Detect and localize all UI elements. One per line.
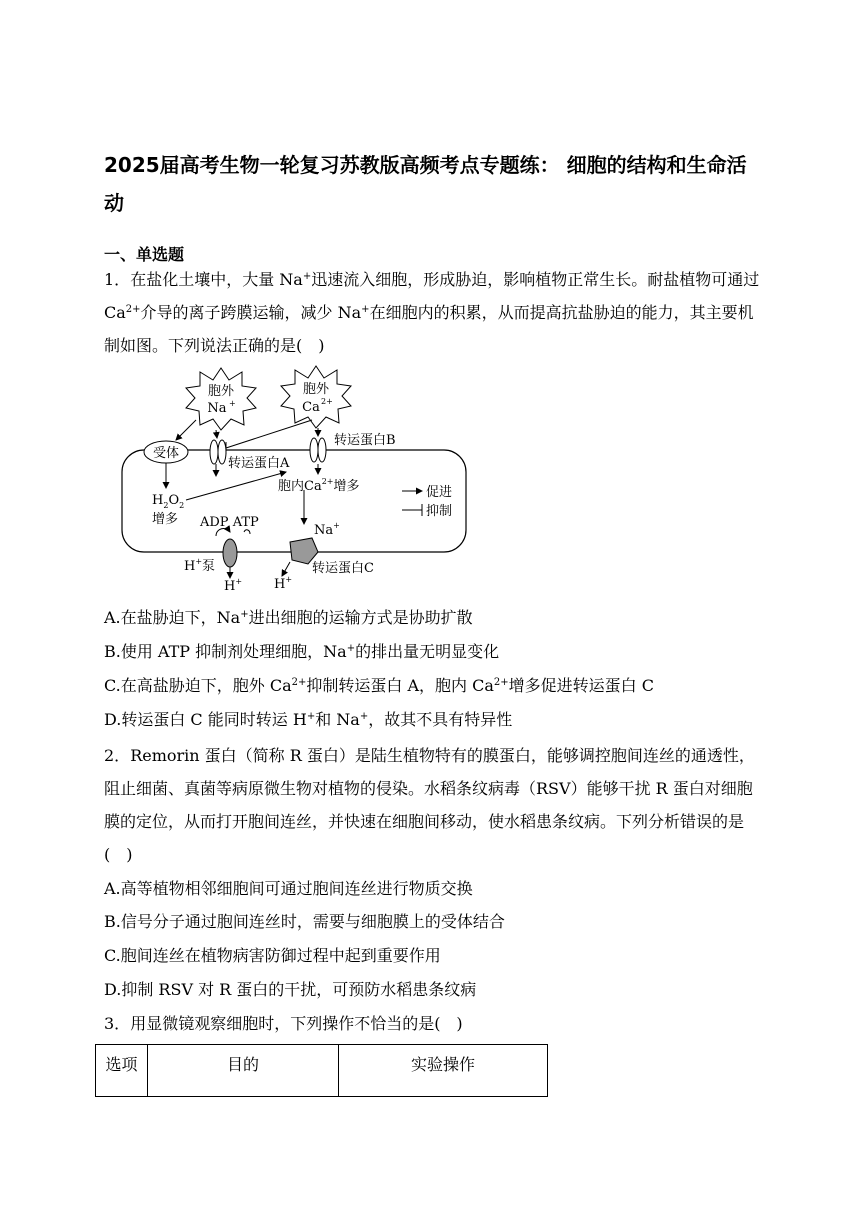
label-transporter-b: 转运蛋白B bbox=[334, 433, 396, 448]
transporter-a-channel bbox=[210, 440, 226, 464]
label-na-inner: Na+ bbox=[314, 521, 340, 538]
question-3-table bbox=[95, 1044, 548, 1097]
ion-transport-diagram bbox=[104, 364, 484, 596]
document-title: 2025届高考生物一轮复习苏教版高频考点专题练： 细胞的结构和生命活动 bbox=[104, 153, 747, 215]
table-header-row bbox=[96, 1045, 548, 1097]
question-number: 3． bbox=[104, 1014, 131, 1033]
question-2-stem: 2．Remorin 蛋白（简称 R 蛋白）是陆生植物特有的膜蛋白，能够调控胞间连丝的通透性，阻止细菌、真菌等病原微生物对植物的侵染。水稻条纹病毒（RSV）能够干扰 R 蛋白对细胞膜的定位，从而打开胞间连丝，并快速在细胞间移动，使水稻患条纹病。下列分析错误的是( ) bbox=[104, 746, 755, 864]
label-receptor: 受体 bbox=[152, 446, 180, 461]
question-1-option-c: C.在高盐胁迫下，胞外 $Ca^{2+}$抑制转运蛋白 A，胞内 $Ca^{2+}$增多促进转运蛋白 C bbox=[104, 676, 654, 695]
question-2-option-a: A.高等植物相邻细胞间可通过胞间连丝进行物质交换 bbox=[104, 879, 473, 898]
label-extracellular: 胞外 bbox=[207, 384, 235, 399]
label-h-out: H+ bbox=[224, 577, 243, 594]
question-number: 2． bbox=[104, 746, 131, 765]
h-pump-shape bbox=[223, 539, 237, 567]
question-1-stem: 1．在盐化土壤中，大量 Na+迅速流入细胞，形成胁迫，影响植物正常生长。耐盐植物可通过 $Ca^{2+}$介导的离子跨膜运输，减少 Na+在细胞内的积累，从而提高抗盐胁迫的能力，其主要机制如图。下列说法正确的是( ) bbox=[104, 270, 760, 355]
label-extracellular: 胞外 bbox=[302, 382, 330, 397]
transporter-b-channel bbox=[310, 438, 326, 462]
question-2-option-d: D.抑制 RSV 对 R 蛋白的干扰，可预防水稻患条纹病 bbox=[104, 980, 477, 999]
legend-promote: 促进 bbox=[426, 485, 453, 500]
extracellular-na-burst bbox=[186, 368, 256, 430]
label-h-pump: H+泵 bbox=[184, 557, 216, 574]
question-2-option-b: B.信号分子通过胞间连丝时，需要与细胞膜上的受体结合 bbox=[104, 912, 505, 931]
question-1-option-a: A.在盐胁迫下，Na+进出细胞的运输方式是协助扩散 bbox=[104, 608, 473, 627]
table-header-cell: 实验操作 bbox=[339, 1045, 548, 1097]
section-heading: 一、单选题 bbox=[104, 245, 185, 264]
extracellular-ca-burst bbox=[281, 366, 351, 428]
label-transporter-a: 转运蛋白A bbox=[228, 456, 290, 471]
question-number: 1． bbox=[104, 270, 131, 289]
question-1-option-d: D.转运蛋白 C 能同时转运 H+和 Na+，故其不具有特异性 bbox=[104, 710, 513, 729]
legend-inhibit: 抑制 bbox=[426, 504, 453, 519]
table-header-cell: 选项 bbox=[96, 1045, 148, 1097]
table-header-cell: 目的 bbox=[148, 1045, 339, 1097]
label-na-ion: Na bbox=[207, 401, 227, 416]
label-h2o2: $H_2O_2$ bbox=[152, 493, 185, 510]
label-transporter-c: 转运蛋白C bbox=[312, 561, 374, 576]
svg-text:2+: 2+ bbox=[321, 397, 333, 406]
label-h-in: H+ bbox=[274, 575, 293, 592]
label-ca-ion: Ca bbox=[302, 400, 320, 415]
label-inner-ca: 胞内$Ca^{2+}$增多 bbox=[278, 477, 360, 494]
question-2-option-c: C.胞间连丝在植物病害防御过程中起到重要作用 bbox=[104, 946, 441, 965]
svg-text:+: + bbox=[229, 399, 236, 408]
label-increase: 增多 bbox=[152, 512, 179, 527]
label-adp-atp: ADP ATP bbox=[200, 515, 259, 530]
question-1-option-b: B.使用 ATP 抑制剂处理细胞，Na+的排出量无明显变化 bbox=[104, 642, 500, 661]
question-3-stem: 3．用显微镜观察细胞时，下列操作不恰当的是( ) bbox=[104, 1014, 463, 1033]
